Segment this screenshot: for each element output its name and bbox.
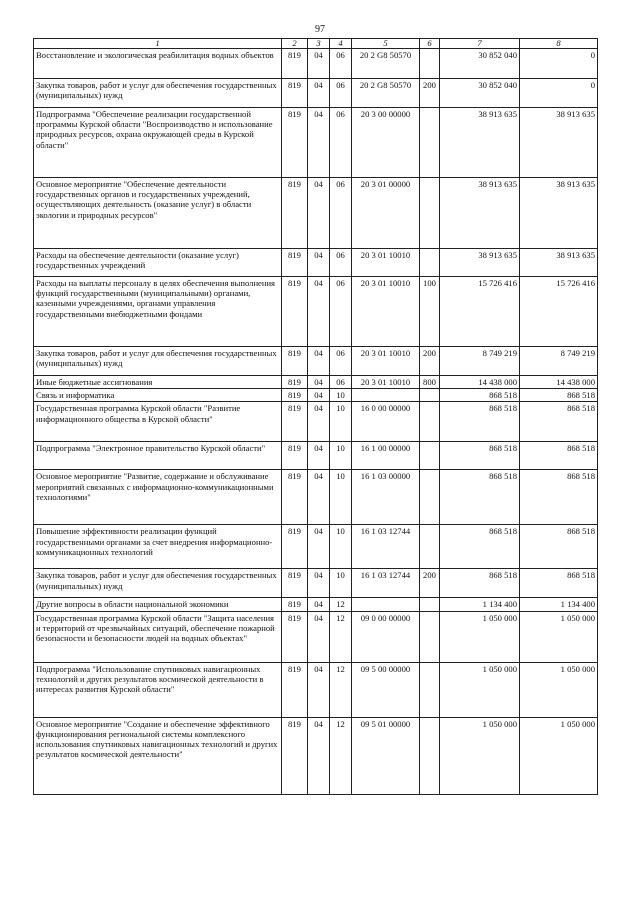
row-name: Основное мероприятие "Создание и обеспечение эффективного функционирования региональной системы комплексного использования спутниковых навигационных технологий и других результатов космической деятельности" xyxy=(34,717,282,794)
row-name: Закупка товаров, работ и услуг для обеспечения государственных (муниципальных) нужд xyxy=(34,79,282,108)
row-name: Связь и информатика xyxy=(34,389,282,402)
table-row xyxy=(34,347,598,376)
row-ministry-code: 819 xyxy=(282,347,308,376)
row-expense-type: 200 xyxy=(420,79,440,108)
row-ministry-code: 819 xyxy=(282,376,308,389)
row-expense-type xyxy=(420,49,440,79)
row-ministry-code: 819 xyxy=(282,442,308,470)
row-name: Государственная программа Курской области "Развитие информационного общества в Курской области" xyxy=(34,402,282,442)
row-amount-2: 15 726 416 xyxy=(520,277,598,347)
row-target-article: 20 3 01 10010 xyxy=(352,277,420,347)
row-target-article: 16 0 00 00000 xyxy=(352,402,420,442)
row-target-article xyxy=(352,389,420,402)
budget-table xyxy=(33,38,598,795)
header-col-8: 8 xyxy=(520,39,598,49)
row-amount-1: 8 749 219 xyxy=(440,347,520,376)
row-section: 04 xyxy=(308,402,330,442)
row-expense-type xyxy=(420,108,440,178)
row-section: 04 xyxy=(308,178,330,249)
row-target-article: 20 3 00 00000 xyxy=(352,108,420,178)
row-ministry-code: 819 xyxy=(282,598,308,611)
row-name: Подпрограмма "Электронное правительство Курской области" xyxy=(34,442,282,470)
row-subsection: 06 xyxy=(330,108,352,178)
row-subsection: 12 xyxy=(330,598,352,611)
row-section: 04 xyxy=(308,79,330,108)
table-row xyxy=(34,108,598,178)
row-expense-type xyxy=(420,598,440,611)
row-amount-2: 38 913 635 xyxy=(520,178,598,249)
row-ministry-code: 819 xyxy=(282,49,308,79)
row-amount-2: 8 749 219 xyxy=(520,347,598,376)
row-amount-2: 38 913 635 xyxy=(520,108,598,178)
table-row xyxy=(34,79,598,108)
row-section: 04 xyxy=(308,376,330,389)
table-row xyxy=(34,389,598,402)
row-name: Восстановление и экологическая реабилитация водных объектов xyxy=(34,49,282,79)
row-amount-2: 1 050 000 xyxy=(520,611,598,662)
row-expense-type xyxy=(420,389,440,402)
row-name: Другие вопросы в области национальной экономики xyxy=(34,598,282,611)
row-amount-1: 868 518 xyxy=(440,442,520,470)
row-subsection: 10 xyxy=(330,389,352,402)
row-expense-type xyxy=(420,402,440,442)
row-amount-1: 38 913 635 xyxy=(440,178,520,249)
row-section: 04 xyxy=(308,249,330,277)
row-amount-2: 1 050 000 xyxy=(520,717,598,794)
row-ministry-code: 819 xyxy=(282,402,308,442)
row-ministry-code: 819 xyxy=(282,108,308,178)
row-subsection: 06 xyxy=(330,178,352,249)
row-name: Закупка товаров, работ и услуг для обеспечения государственных (муниципальных) нужд xyxy=(34,569,282,598)
row-target-article: 09 5 00 00000 xyxy=(352,662,420,717)
row-amount-2: 868 518 xyxy=(520,470,598,525)
row-expense-type xyxy=(420,249,440,277)
row-amount-2: 1 134 400 xyxy=(520,598,598,611)
row-subsection: 10 xyxy=(330,470,352,525)
row-amount-2: 1 050 000 xyxy=(520,662,598,717)
header-col-2: 2 xyxy=(282,39,308,49)
row-amount-2: 0 xyxy=(520,49,598,79)
row-amount-2: 868 518 xyxy=(520,525,598,569)
table-row xyxy=(34,470,598,525)
row-ministry-code: 819 xyxy=(282,569,308,598)
header-col-4: 4 xyxy=(330,39,352,49)
header-row xyxy=(34,39,598,49)
row-target-article: 16 1 03 12744 xyxy=(352,569,420,598)
row-amount-2: 868 518 xyxy=(520,389,598,402)
row-ministry-code: 819 xyxy=(282,249,308,277)
row-section: 04 xyxy=(308,347,330,376)
row-section: 04 xyxy=(308,442,330,470)
row-section: 04 xyxy=(308,569,330,598)
row-expense-type xyxy=(420,525,440,569)
table-row xyxy=(34,49,598,79)
row-amount-2: 38 913 635 xyxy=(520,249,598,277)
row-amount-1: 1 050 000 xyxy=(440,662,520,717)
row-section: 04 xyxy=(308,389,330,402)
row-subsection: 06 xyxy=(330,376,352,389)
row-section: 04 xyxy=(308,277,330,347)
row-ministry-code: 819 xyxy=(282,470,308,525)
row-name: Расходы на обеспечение деятельности (оказание услуг) государственных учреждений xyxy=(34,249,282,277)
row-target-article: 20 3 01 10010 xyxy=(352,347,420,376)
row-subsection: 12 xyxy=(330,611,352,662)
row-name: Подпрограмма "Использование спутниковых навигационных технологий и других результатов космической деятельности в интересах развития Курской области" xyxy=(34,662,282,717)
row-amount-1: 1 050 000 xyxy=(440,717,520,794)
row-ministry-code: 819 xyxy=(282,662,308,717)
row-section: 04 xyxy=(308,49,330,79)
row-subsection: 06 xyxy=(330,249,352,277)
row-section: 04 xyxy=(308,470,330,525)
row-subsection: 12 xyxy=(330,662,352,717)
table-row xyxy=(34,569,598,598)
header-col-3: 3 xyxy=(308,39,330,49)
header-col-6: 6 xyxy=(420,39,440,49)
header-col-1: 1 xyxy=(34,39,282,49)
row-name: Повышение эффективности реализации функций государственными органами за счет внедрения информационно-коммуникационных технологий xyxy=(34,525,282,569)
row-amount-2: 868 518 xyxy=(520,569,598,598)
row-ministry-code: 819 xyxy=(282,525,308,569)
table-row xyxy=(34,525,598,569)
row-amount-2: 0 xyxy=(520,79,598,108)
table-row xyxy=(34,717,598,794)
row-ministry-code: 819 xyxy=(282,717,308,794)
row-target-article: 20 2 G8 50570 xyxy=(352,79,420,108)
table-row xyxy=(34,662,598,717)
row-amount-2: 14 438 000 xyxy=(520,376,598,389)
row-amount-1: 868 518 xyxy=(440,569,520,598)
row-amount-1: 868 518 xyxy=(440,470,520,525)
row-amount-2: 868 518 xyxy=(520,442,598,470)
row-amount-1: 1 134 400 xyxy=(440,598,520,611)
row-ministry-code: 819 xyxy=(282,389,308,402)
row-amount-1: 30 852 040 xyxy=(440,79,520,108)
row-target-article: 20 3 01 10010 xyxy=(352,376,420,389)
row-section: 04 xyxy=(308,611,330,662)
row-target-article: 16 1 00 00000 xyxy=(352,442,420,470)
table-row xyxy=(34,442,598,470)
row-target-article: 09 0 00 00000 xyxy=(352,611,420,662)
row-amount-1: 868 518 xyxy=(440,402,520,442)
table-row xyxy=(34,178,598,249)
row-target-article: 16 1 03 12744 xyxy=(352,525,420,569)
row-expense-type: 100 xyxy=(420,277,440,347)
row-amount-1: 38 913 635 xyxy=(440,249,520,277)
row-expense-type: 200 xyxy=(420,569,440,598)
row-subsection: 06 xyxy=(330,49,352,79)
row-expense-type xyxy=(420,717,440,794)
row-name: Основное мероприятие "Развитие, содержание и обслуживание мероприятий связанных с информационно-коммуникационными технологиями" xyxy=(34,470,282,525)
row-expense-type xyxy=(420,470,440,525)
row-amount-1: 30 852 040 xyxy=(440,49,520,79)
row-subsection: 10 xyxy=(330,569,352,598)
table-body xyxy=(34,49,598,795)
row-ministry-code: 819 xyxy=(282,79,308,108)
row-section: 04 xyxy=(308,662,330,717)
row-amount-1: 1 050 000 xyxy=(440,611,520,662)
row-section: 04 xyxy=(308,598,330,611)
row-subsection: 10 xyxy=(330,402,352,442)
row-expense-type: 800 xyxy=(420,376,440,389)
row-name: Закупка товаров, работ и услуг для обеспечения государственных (муниципальных) нужд xyxy=(34,347,282,376)
row-ministry-code: 819 xyxy=(282,611,308,662)
row-amount-2: 868 518 xyxy=(520,402,598,442)
row-target-article: 20 2 G8 50570 xyxy=(352,49,420,79)
row-amount-1: 868 518 xyxy=(440,389,520,402)
table-row xyxy=(34,249,598,277)
row-name: Расходы на выплаты персоналу в целях обеспечения выполнения функций государственными (муниципальными) органами, казенными учреждениями, органами управления государственными внебюджетными фондами xyxy=(34,277,282,347)
row-name: Основное мероприятие "Обеспечение деятельности государственных органов и государственных учреждений, осуществляющих деятельность (оказание услуг) в области экологии и природных ресурсов" xyxy=(34,178,282,249)
header-col-5: 5 xyxy=(352,39,420,49)
row-subsection: 12 xyxy=(330,717,352,794)
row-amount-1: 38 913 635 xyxy=(440,108,520,178)
row-section: 04 xyxy=(308,717,330,794)
row-subsection: 06 xyxy=(330,277,352,347)
row-target-article: 20 3 01 10010 xyxy=(352,249,420,277)
row-expense-type xyxy=(420,662,440,717)
row-section: 04 xyxy=(308,525,330,569)
row-subsection: 10 xyxy=(330,525,352,569)
row-section: 04 xyxy=(308,108,330,178)
table-row xyxy=(34,598,598,611)
row-expense-type xyxy=(420,442,440,470)
page-number: 97 xyxy=(315,24,325,35)
header-col-7: 7 xyxy=(440,39,520,49)
row-expense-type xyxy=(420,178,440,249)
row-target-article: 20 3 01 00000 xyxy=(352,178,420,249)
row-name: Подпрограмма "Обеспечение реализации государственной программы Курской области "Воспроизводство и использование природных ресурсов, охрана окружающей среды в Курской области" xyxy=(34,108,282,178)
row-subsection: 10 xyxy=(330,442,352,470)
row-target-article: 09 5 01 00000 xyxy=(352,717,420,794)
row-subsection: 06 xyxy=(330,347,352,376)
row-expense-type xyxy=(420,611,440,662)
row-name: Иные бюджетные ассигнования xyxy=(34,376,282,389)
row-target-article: 16 1 03 00000 xyxy=(352,470,420,525)
table-row xyxy=(34,277,598,347)
table-header xyxy=(34,39,598,49)
table-row xyxy=(34,402,598,442)
row-amount-1: 868 518 xyxy=(440,525,520,569)
row-amount-1: 14 438 000 xyxy=(440,376,520,389)
row-amount-1: 15 726 416 xyxy=(440,277,520,347)
row-ministry-code: 819 xyxy=(282,277,308,347)
table-row xyxy=(34,376,598,389)
row-subsection: 06 xyxy=(330,79,352,108)
row-name: Государственная программа Курской области "Защита населения и территорий от чрезвычайных ситуаций, обеспечение пожарной безопасности и безопасности людей на водных объектах" xyxy=(34,611,282,662)
row-ministry-code: 819 xyxy=(282,178,308,249)
row-target-article xyxy=(352,598,420,611)
row-expense-type: 200 xyxy=(420,347,440,376)
table-row xyxy=(34,611,598,662)
